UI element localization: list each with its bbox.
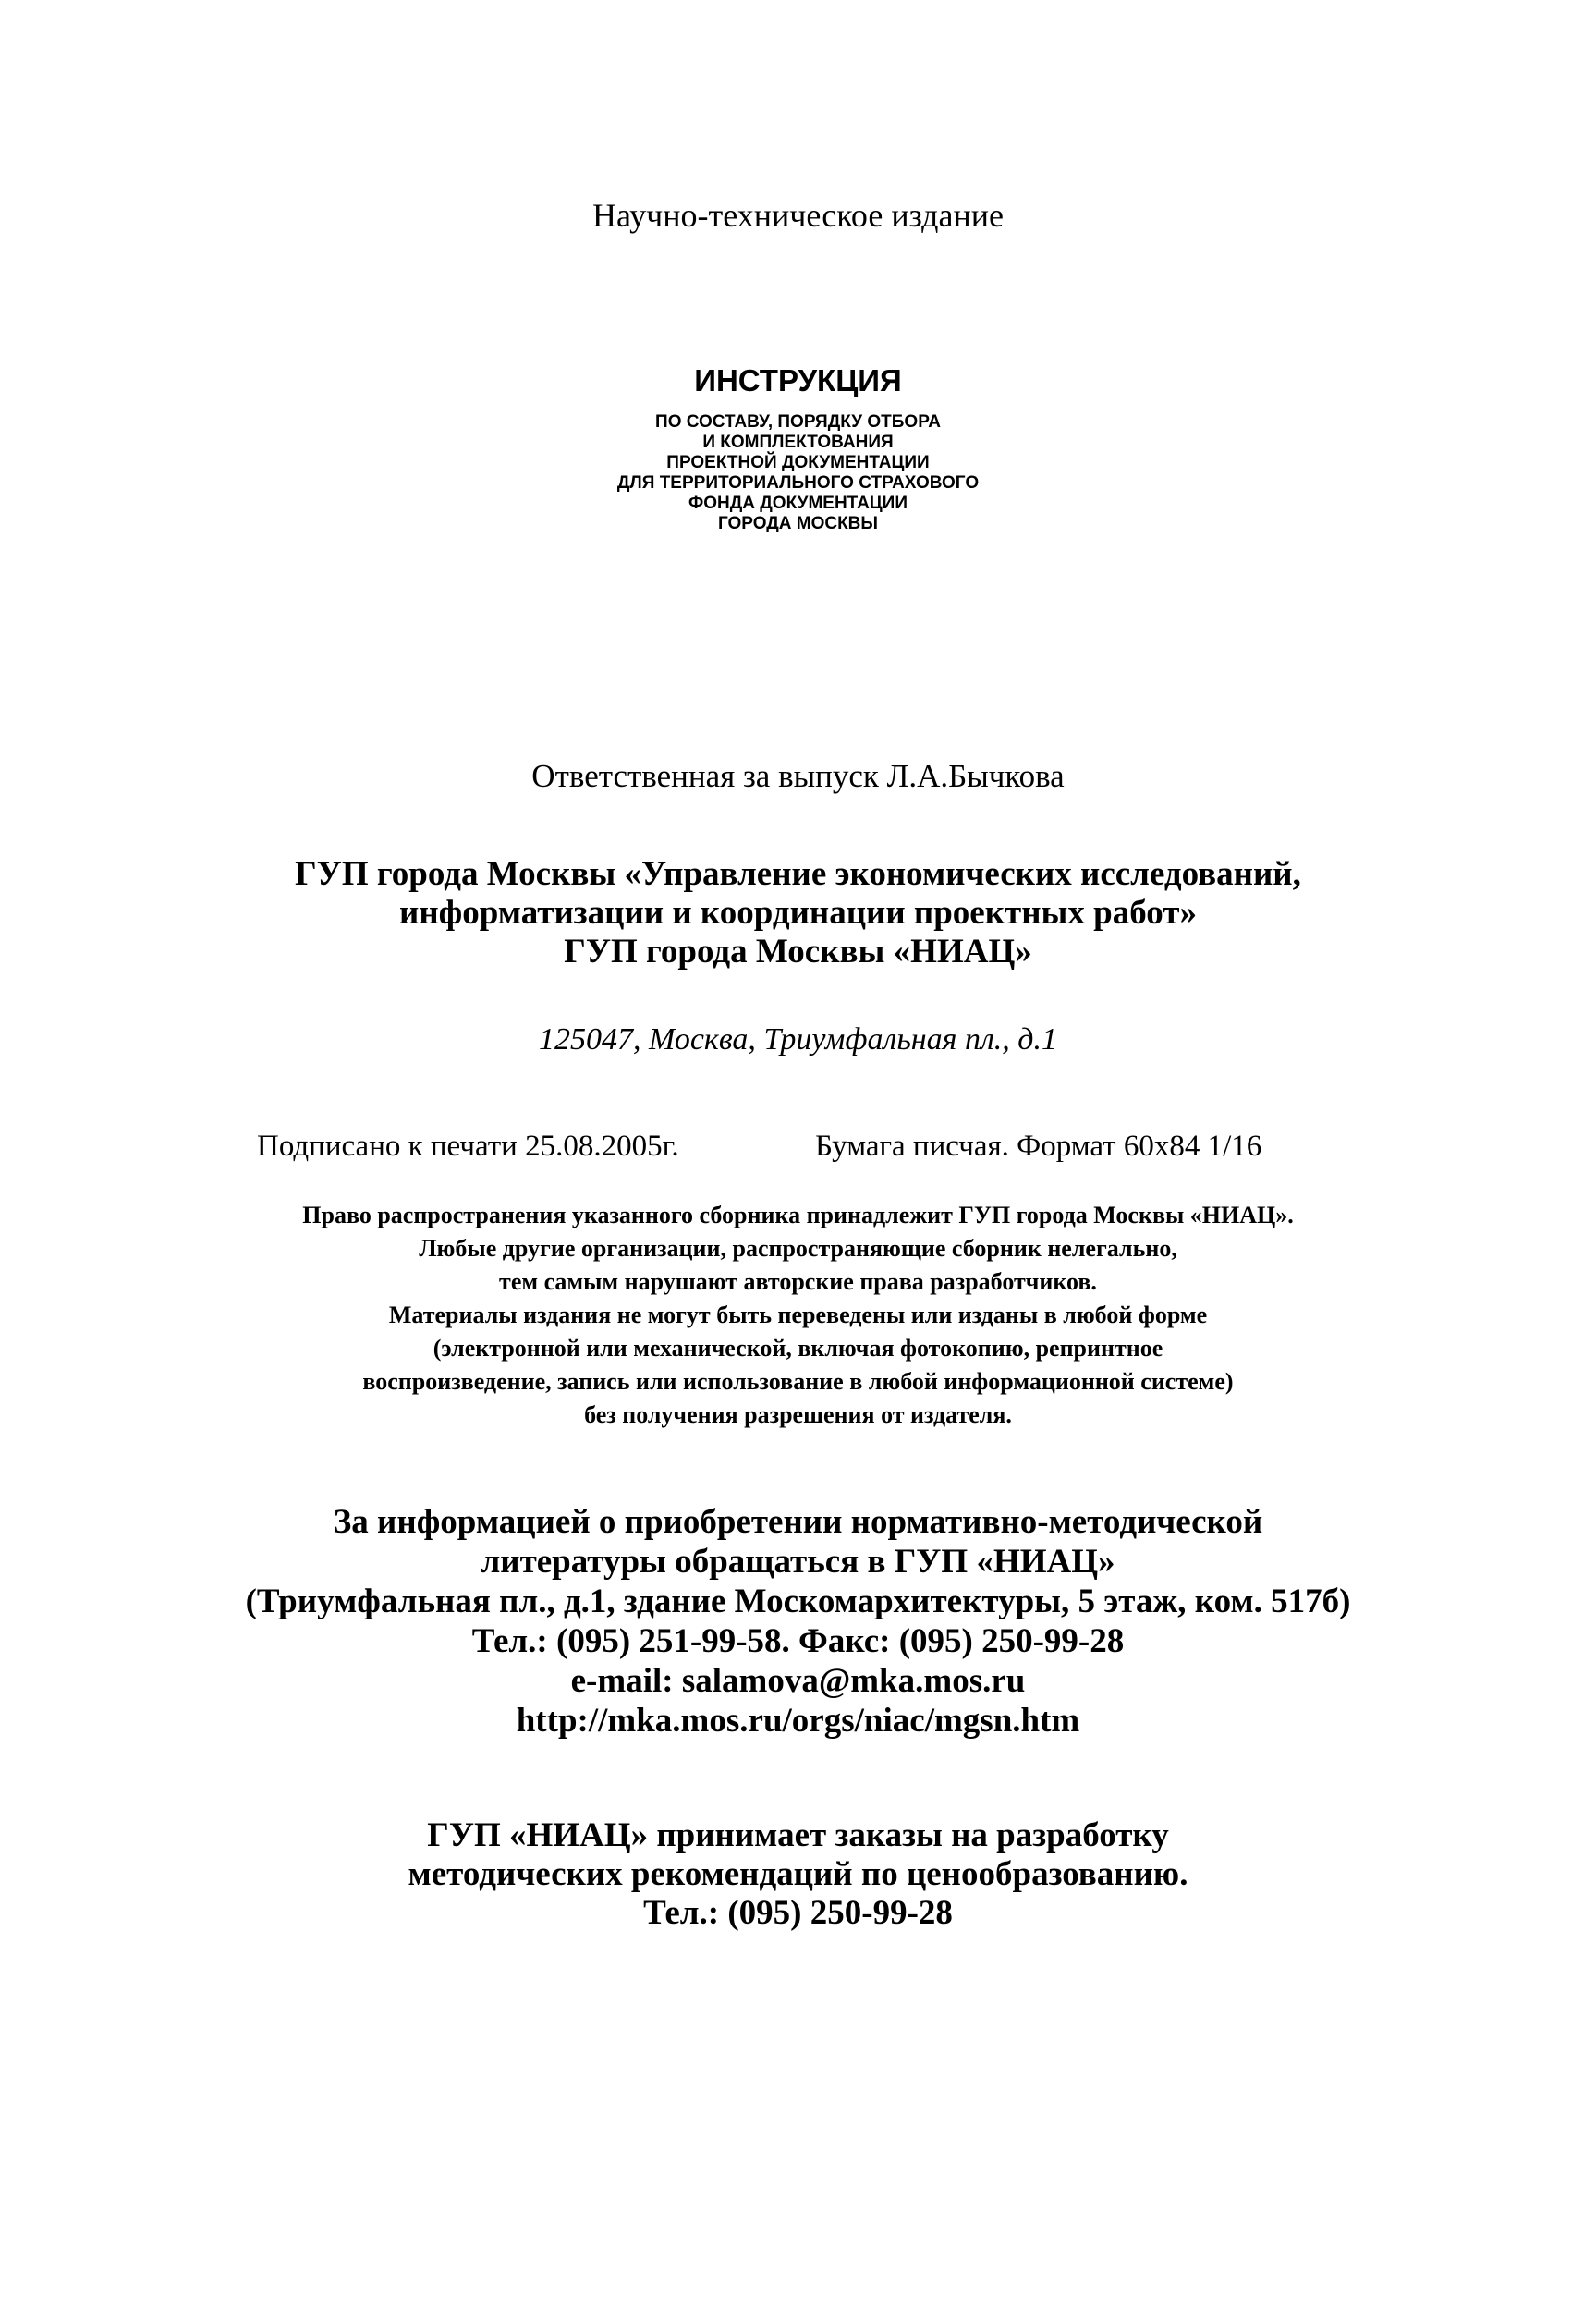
contact-address-line: (Триумфальная пл., д.1, здание Москомархитектуры, 5 этаж, ком. 517б) — [245, 1583, 1351, 1620]
edition-type: Научно-техническое издание — [592, 197, 1004, 234]
instruction-subtitle-line: И КОМПЛЕКТОВАНИЯ — [702, 433, 894, 452]
copyright-line: Право распространения указанного сборника принадлежит ГУП города Москвы «НИАЦ». — [302, 1202, 1294, 1228]
instruction-title: ИНСТРУКЦИЯ — [694, 363, 902, 397]
copyright-notice — [0, 1199, 1596, 1432]
copyright-line: Материалы издания не могут быть переведены или изданы в любой форме — [388, 1302, 1208, 1328]
contact-info — [0, 1502, 1596, 1741]
responsible-editor: Ответственная за выпуск Л.А.Бычкова — [531, 758, 1065, 794]
signed-to-print: Подписано к печати 25.08.2005г. — [257, 1130, 679, 1163]
instruction-subtitle-line: ФОНДА ДОКУМЕНТАЦИИ — [688, 494, 908, 513]
copyright-line: (электронной или механической, включая фотокопию, репринтное — [433, 1335, 1163, 1362]
instruction-subtitle-line: ПО СОСТАВУ, ПОРЯДКУ ОТБОРА — [655, 412, 941, 432]
paper-format: Бумага писчая. Формат 60х84 1/16 — [815, 1130, 1262, 1163]
publisher-address: 125047, Москва, Триумфальная пл., д.1 — [539, 1022, 1057, 1057]
copyright-line: Любые другие организации, распространяющие сборник нелегально, — [419, 1235, 1177, 1262]
publisher-organization — [0, 855, 1596, 972]
orders-line: ГУП «НИАЦ» принимает заказы на разработку — [427, 1816, 1169, 1854]
contact-phone-line: Тел.: (095) 251-99-58. Факс: (095) 250-99-28 — [471, 1622, 1125, 1660]
contact-email-line: e-mail: salamova@mka.mos.ru — [570, 1662, 1026, 1700]
instruction-subtitle-line: ДЛЯ ТЕРРИТОРИАЛЬНОГО СТРАХОВОГО — [616, 473, 980, 493]
instruction-subtitle-line: ПРОЕКТНОЙ ДОКУМЕНТАЦИИ — [666, 453, 930, 472]
publisher-line: ГУП города Москвы «НИАЦ» — [564, 933, 1032, 971]
orders-notice — [0, 1816, 1596, 1933]
contact-url-line: http://mka.mos.ru/orgs/niac/mgsn.htm — [516, 1702, 1080, 1740]
contact-line: За информацией о приобретении нормативно-методической — [333, 1503, 1263, 1541]
instruction-subtitle — [0, 412, 1596, 534]
contact-line: литературы обращаться в ГУП «НИАЦ» — [481, 1543, 1115, 1581]
copyright-line: тем самым нарушают авторские права разработчиков. — [499, 1268, 1097, 1295]
copyright-line: без получения разрешения от издателя. — [584, 1401, 1012, 1428]
orders-line: методических рекомендаций по ценообразованию. — [408, 1855, 1188, 1893]
instruction-subtitle-line: ГОРОДА МОСКВЫ — [717, 514, 879, 533]
publisher-line: информатизации и координации проектных работ» — [399, 894, 1197, 932]
copyright-line: воспроизведение, запись или использование в любой информационной системе) — [362, 1368, 1234, 1395]
publisher-line: ГУП города Москвы «Управление экономических исследований, — [295, 855, 1301, 893]
orders-phone-line: Тел.: (095) 250-99-28 — [643, 1894, 953, 1932]
